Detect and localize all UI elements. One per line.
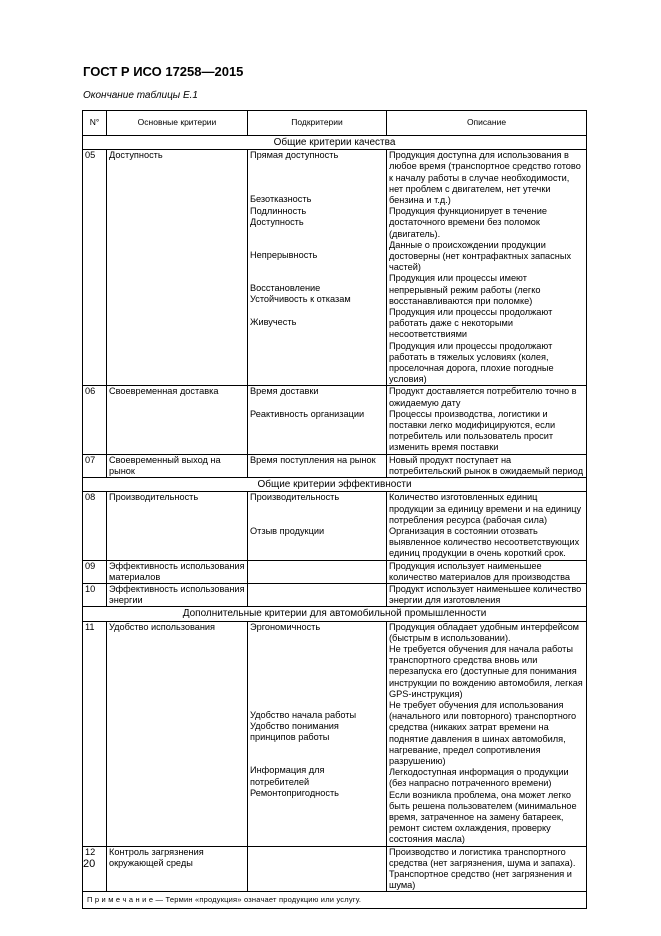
description-cell: [387, 150, 587, 386]
description: Если возникла проблема, она может легко быть решена пользователем (минимальное время, затраченное на замену батареек, ремонт систем охлаждения, проверку состояния масла): [389, 789, 577, 845]
table-header-row: [83, 111, 587, 136]
col-header-description: Описание: [387, 111, 587, 136]
description: Данные о происхождении продукции достоверны (нет контрафактных запасных частей): [389, 239, 572, 273]
description: Легкодоступная информация о продукции (без напрасно потраченного времени): [389, 767, 569, 789]
criteria-table: [82, 110, 586, 909]
subcriterion: Информация для потребителей: [250, 765, 325, 787]
subcriterion: Непрерывность: [250, 250, 318, 261]
description: Не требует обучения для использования (начального или повторного) транспортного средства (никаких затрат времени на поднятие давления в шинах автомобиля, нагревание, предел сопротивления разрушению): [389, 699, 577, 766]
description: Продукт использует наименьшее количество энергии для изготовления: [387, 583, 587, 606]
description: Транспортное средство (нет загрязнения и шума): [389, 869, 572, 891]
main-criterion: Доступность: [107, 150, 248, 386]
table-row: [83, 150, 587, 386]
main-criterion: Своевременный выход на рынок: [107, 454, 248, 477]
subcriterion: Устойчивость к отказам: [250, 294, 351, 305]
subcriterion: Живучесть: [250, 316, 297, 327]
description: Продукция доступна для использования в любое время (транспортное средство готово к началу работы в случае необходимости, нет проблем с двигателем, нет утечки бензина и т.д.): [389, 150, 581, 206]
subcriterion: Удобство начала работы: [250, 709, 357, 720]
subcriterion: Подлинность: [250, 205, 307, 216]
subcriterion: Удобство понимания принципов работы: [250, 720, 339, 743]
description-cell: [387, 386, 587, 454]
subcriteria-cell: [248, 621, 387, 846]
main-criterion: Контроль загрязнения окружающей среды: [107, 846, 248, 892]
subcriterion-empty: [248, 560, 387, 583]
description-cell: [387, 621, 587, 846]
description: Продукция или процессы продолжают работать в тяжелых условиях (колея, проселочная дорога, плохие погодные условия): [389, 340, 554, 385]
col-header-subcriteria: Подкритерии: [248, 111, 387, 136]
row-number: 05: [83, 150, 107, 386]
main-criterion: Своевременная доставка: [107, 386, 248, 454]
description: Организация в состоянии отозвать выявленное количество несоответствующих единиц продукции в очень короткий срок.: [389, 525, 580, 559]
subcriterion: Доступность: [250, 216, 304, 227]
subcriteria-cell: [248, 150, 387, 386]
subcriterion: Производительность: [250, 492, 340, 503]
table-row: [83, 492, 587, 560]
table-note: П р и м е ч а н и е — Термин «продукция» означает продукцию или услугу.: [83, 892, 587, 908]
section-title: Общие критерии эффективности: [83, 478, 587, 492]
subcriterion: Эргономичность: [250, 621, 321, 632]
col-header-main-criteria: Основные критерии: [107, 111, 248, 136]
subcriteria-cell: [248, 492, 387, 560]
table-row: [83, 386, 587, 454]
table-caption: Окончание таблицы Е.1: [83, 90, 198, 101]
subcriterion: Время поступления на рынок: [248, 454, 387, 477]
description: Продукция использует наименьшее количество материалов для производства: [387, 560, 587, 583]
col-header-number: N°: [83, 111, 107, 136]
main-criterion: Эффективность использования материалов: [107, 560, 248, 583]
document-header: ГОСТ Р ИСО 17258—2015: [83, 64, 244, 79]
subcriterion: Восстановление: [250, 283, 321, 294]
description: Не требуется обучения для начала работы транспортного средства вновь или перезапуска его (доступные для понимания инструкции по вождению автомобиля, легкая GPS-инструкция): [389, 643, 583, 699]
table-note-row: [83, 892, 587, 908]
section-row: [83, 478, 587, 492]
subcriterion: Время доставки: [250, 386, 319, 397]
row-number: 12: [83, 846, 107, 892]
description: Продукция функционирует в течение достаточного времени без поломок (двигатель).: [389, 206, 547, 239]
subcriterion: Прямая доступность: [250, 150, 339, 161]
section-title: Дополнительные критерии для автомобильной промышленности: [83, 607, 587, 621]
description: Производство и логистика транспортного средства (нет загрязнения, шума и запаха).: [389, 846, 576, 868]
description: Процессы производства, логистики и поставки легко модифицируются, если потребитель или пользователь просит изменить время поставки: [389, 408, 556, 453]
description: Продукция или процессы продолжают работать даже с некоторыми несоответствиями: [389, 307, 553, 340]
table-row: [83, 454, 587, 477]
subcriterion: Безотказность: [250, 194, 312, 205]
section-title: Общие критерии качества: [83, 136, 587, 150]
row-number: 06: [83, 386, 107, 454]
section-row: [83, 136, 587, 150]
table-row: [83, 846, 587, 892]
subcriteria-cell: [248, 386, 387, 454]
main-criterion: Эффективность использования энергии: [107, 583, 248, 606]
description-cell: [387, 492, 587, 560]
description: Количество изготовленных единиц продукции за единицу времени и на единицу потребления ресурса (рабочая сила): [389, 492, 582, 525]
subcriterion-empty: [248, 846, 387, 892]
description-cell: [387, 846, 587, 892]
table-row: [83, 621, 587, 846]
row-number: 11: [83, 621, 107, 846]
table-row: [83, 560, 587, 583]
description: Продукция или процессы имеют непрерывный режим работы (легко восстанавливаются при поломке): [389, 273, 541, 306]
row-number: 08: [83, 492, 107, 560]
row-number: 07: [83, 454, 107, 477]
subcriterion-empty: [248, 583, 387, 606]
subcriterion: Отзыв продукции: [250, 525, 325, 536]
main-criterion: Удобство использования: [107, 621, 248, 846]
table-row: [83, 583, 587, 606]
description: Продукция обладает удобным интерфейсом (быстрым в использовании).: [389, 621, 580, 643]
main-criterion: Производительность: [107, 492, 248, 560]
page-number: 20: [83, 858, 96, 870]
description: Продукт доставляется потребителю точно в ожидаемую дату: [389, 386, 577, 408]
row-number: 10: [83, 583, 107, 606]
description: Новый продукт поступает на потребительский рынок в ожидаемый период: [387, 454, 587, 477]
subcriterion: Ремонтопригодность: [250, 787, 339, 798]
section-row: [83, 607, 587, 621]
row-number: 09: [83, 560, 107, 583]
subcriterion: Реактивность организации: [250, 408, 365, 419]
